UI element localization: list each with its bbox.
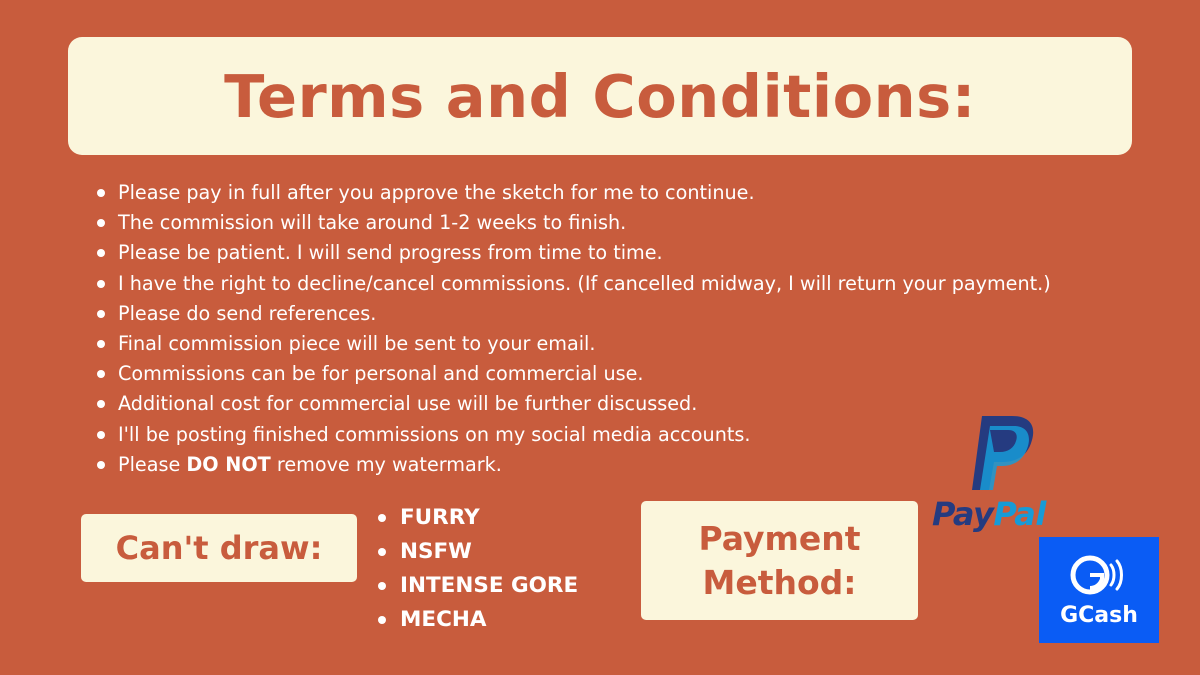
title-panel: [68, 37, 1132, 155]
list-item: [377, 569, 578, 603]
gcash-wordmark: GCash: [1060, 603, 1138, 628]
bullet-icon: [378, 616, 386, 624]
paypal-wordmark: [932, 495, 1046, 533]
page-title: Terms and Conditions:: [224, 61, 976, 131]
list-item: [96, 178, 1051, 208]
list-item: [377, 501, 578, 535]
term-text: Please pay in full after you approve the sketch for me to continue.: [118, 181, 755, 204]
terms-list: [96, 178, 1051, 480]
term-text: Commissions can be for personal and commercial use.: [118, 362, 644, 386]
cant-draw-panel: [81, 514, 357, 582]
list-item: [96, 269, 1051, 299]
list-item: [96, 359, 1051, 389]
list-item: [96, 420, 1051, 450]
cant-draw-item: MECHA: [400, 607, 487, 632]
cant-draw-item: FURRY: [400, 505, 480, 530]
paypal-p-mark-icon: [960, 410, 1040, 496]
list-item: [96, 299, 1051, 329]
term-text-emphasis: DO NOT: [186, 452, 271, 476]
bullet-icon: [97, 400, 105, 408]
list-item: [96, 208, 1051, 238]
bullet-icon: [97, 249, 105, 257]
list-item: [96, 389, 1051, 419]
payment-label-line1: Payment: [698, 518, 861, 558]
bullet-icon: [97, 280, 105, 288]
paypal-word-pay: Pay: [932, 495, 994, 533]
bullet-icon: [378, 582, 386, 590]
list-item: [96, 450, 1051, 480]
term-text: Additional cost for commercial use will be further discussed.: [118, 392, 698, 416]
bullet-icon: [97, 370, 105, 378]
bullet-icon: [97, 189, 105, 197]
cant-draw-list: [377, 501, 578, 637]
term-text: Please be patient. I will send progress from time to time.: [118, 241, 663, 265]
term-text-suffix: remove my watermark.: [270, 452, 502, 476]
payment-label-line2: Method:: [702, 562, 857, 602]
bullet-icon: [97, 431, 105, 439]
payment-method-panel: [641, 501, 918, 620]
list-item: [96, 329, 1051, 359]
list-item: [377, 603, 578, 637]
paypal-word-pal: Pal: [993, 495, 1046, 533]
term-text: I have the right to decline/cancel commissions. (If cancelled midway, I will return your payment.): [118, 271, 1051, 295]
term-text: Final commission piece will be sent to your email.: [118, 331, 596, 355]
term-text: I'll be posting finished commissions on my social media accounts.: [118, 422, 751, 446]
paypal-logo-icon: [930, 410, 1065, 535]
term-text: The commission will take around 1-2 weeks to finish.: [118, 211, 627, 235]
bullet-icon: [378, 548, 386, 556]
term-text-prefix: Please: [118, 452, 187, 476]
list-item: [377, 535, 578, 569]
term-text: Please do send references.: [118, 301, 377, 325]
gcash-g-mark-icon: [1069, 551, 1129, 601]
bullet-icon: [97, 340, 105, 348]
list-item: [96, 238, 1051, 268]
bullet-icon: [97, 219, 105, 227]
bullet-icon: [378, 514, 386, 522]
bullet-icon: [97, 461, 105, 469]
cant-draw-item: INTENSE GORE: [400, 573, 579, 598]
cant-draw-label: Can't draw:: [115, 529, 323, 567]
cant-draw-item: NSFW: [400, 539, 472, 564]
gcash-logo-icon: [1039, 537, 1159, 643]
bullet-icon: [97, 310, 105, 318]
